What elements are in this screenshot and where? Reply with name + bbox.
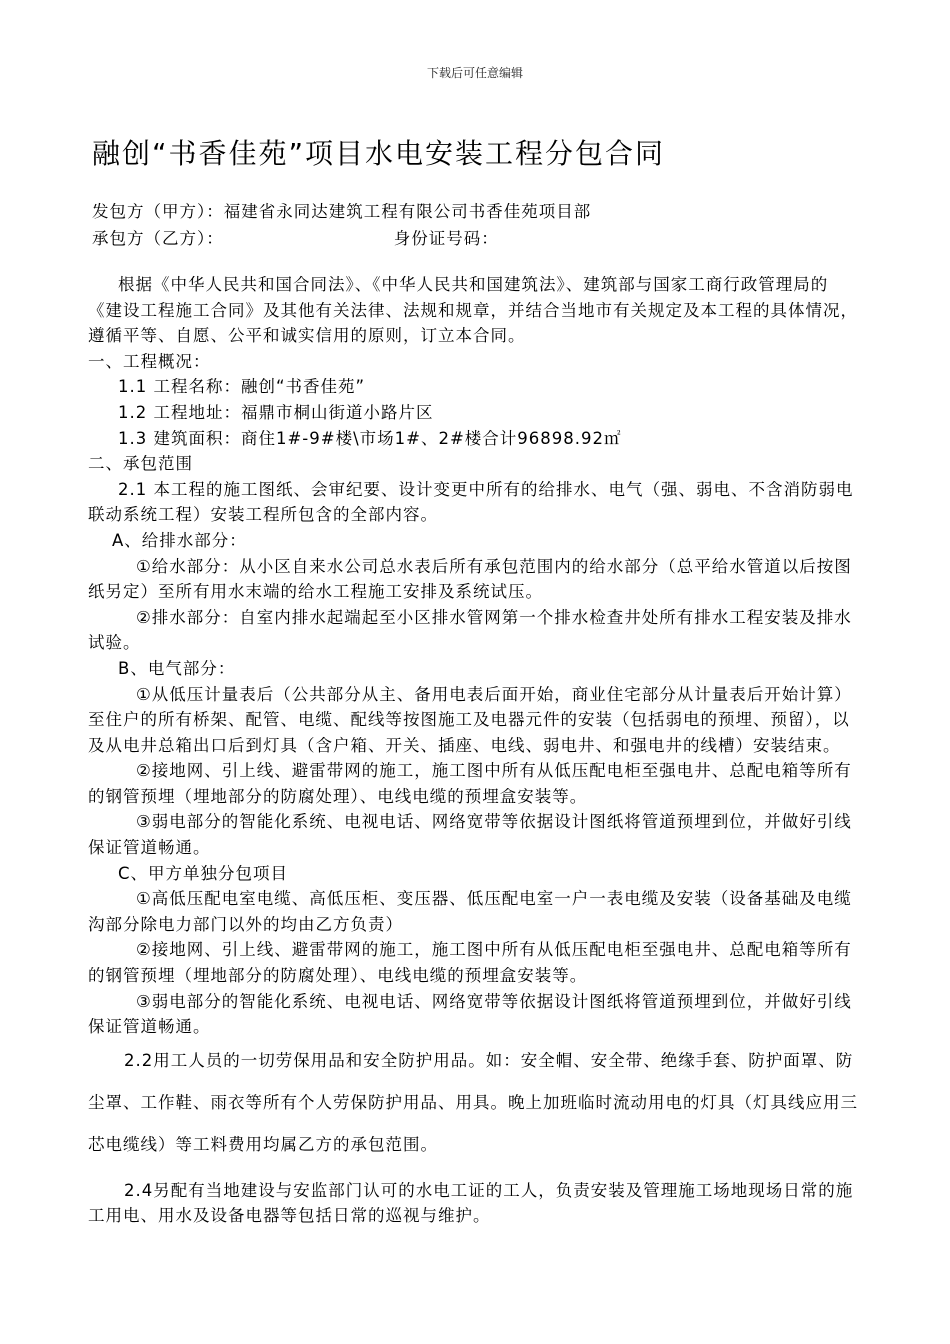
section-heading: 二、承包范围 xyxy=(88,454,193,474)
party-a-line: 发包方（甲方）：福建省永同达建筑工程有限公司书香佳苑项目部 xyxy=(92,202,592,221)
list-item: ①高低压配电室电缆、高低压柜、变压器、低压配电室一户一表电缆及安装（设备基础及电缆沟部分除电力部门以外的均由乙方负责） xyxy=(88,889,852,934)
list-item: ①从低压计量表后（公共部分从主、备用电表后面开始，商业住宅部分从计量表后开始计算）至住户的所有桥架、配管、电缆、配线等按图施工及电器元件的安装（包括弱电的预埋、预留），以及从电井总箱出口后到灯具（含户箱、开关、插座、电线、弱电井、和强电井的线槽）安装结束。 xyxy=(88,684,852,755)
clause-1-3: 1.3 建筑面积：商住1#-9#楼\市场1#、2#楼合计96898.92㎡ xyxy=(118,428,622,448)
clause-1-2: 1.2 工程地址：福鼎市桐山街道小路片区 xyxy=(118,402,434,422)
preamble: 根据《中华人民共和国合同法》、《中华人民共和国建筑法》、建筑部与国家工商行政管理局的《建设工程施工合同》及其他有关法律、法规和规章，并结合当地市有关规定及本工程的具体情况，遵循平等、自愿、公平和诚实信用的原则，订立本合同。 xyxy=(88,275,858,346)
contract-body xyxy=(88,272,858,1229)
list-item: ②接地网、引上线、避雷带网的施工，施工图中所有从低压配电柜至强电井、总配电箱等所有的钢管预埋（埋地部分的防腐处理）、电线电缆的预埋盒安装等。 xyxy=(88,761,852,806)
subsection-heading: A、给排水部分： xyxy=(112,530,247,550)
clause-2-2: 2.2用工人员的一切劳保用品和安全防护用品。如：安全帽、安全带、绝缘手套、防护面罩、防尘罩、工作鞋、雨衣等所有个人劳保防护用品、用具。晚上加班临时流动用电的灯具（灯具线应用三芯电缆线）等工料费用均属乙方的承包范围。 xyxy=(88,1050,858,1154)
page-header: 下载后可任意编辑 xyxy=(426,66,523,80)
list-item: ③弱电部分的智能化系统、电视电话、网络宽带等依据设计图纸将管道预埋到位，并做好引线保证管道畅通。 xyxy=(88,991,852,1037)
id-number-label: 身份证号码： xyxy=(393,229,499,248)
section-heading: 一、工程概况： xyxy=(88,351,211,371)
list-item: ③弱电部分的智能化系统、电视电话、网络宽带等依据设计图纸将管道预埋到位，并做好引线保证管道畅通。 xyxy=(88,812,852,858)
list-item: ②排水部分：自室内排水起端起至小区排水管网第一个排水检查井处所有排水工程安装及排水试验。 xyxy=(88,607,852,653)
subsection-heading: B、电气部分： xyxy=(118,658,236,678)
party-b-label: 承包方（乙方）： xyxy=(92,229,224,248)
clause-2-4: 2.4另配有当地建设与安监部门认可的水电工证的工人，负责安装及管理施工场地现场日常的施工用电、用水及设备电器等包括日常的巡视与维护。 xyxy=(88,1180,854,1226)
subsection-heading: C、甲方单独分包项目 xyxy=(118,863,289,883)
contract-title: 融创“书香佳苑”项目水电安装工程分包合同 xyxy=(92,137,666,170)
list-item: ①给水部分：从小区自来水公司总水表后所有承包范围内的给水部分（总平给水管道以后按图纸另定）至所有用水末端的给水工程施工安排及系统试压。 xyxy=(88,556,852,602)
party-b-line xyxy=(92,225,872,252)
list-item: ②接地网、引上线、避雷带网的施工，施工图中所有从低压配电柜至强电井、总配电箱等所有的钢管预埋（埋地部分的防腐处理）、电线电缆的预埋盒安装等。 xyxy=(88,940,852,986)
clause-1-1: 1.1 工程名称：融创“书香佳苑” xyxy=(118,377,366,397)
parties-block xyxy=(92,198,872,252)
clause-2-1: 2.1 本工程的施工图纸、会审纪要、设计变更中所有的给排水、电气（强、弱电、不含消防弱电联动系统工程）安装工程所包含的全部内容。 xyxy=(88,479,854,525)
